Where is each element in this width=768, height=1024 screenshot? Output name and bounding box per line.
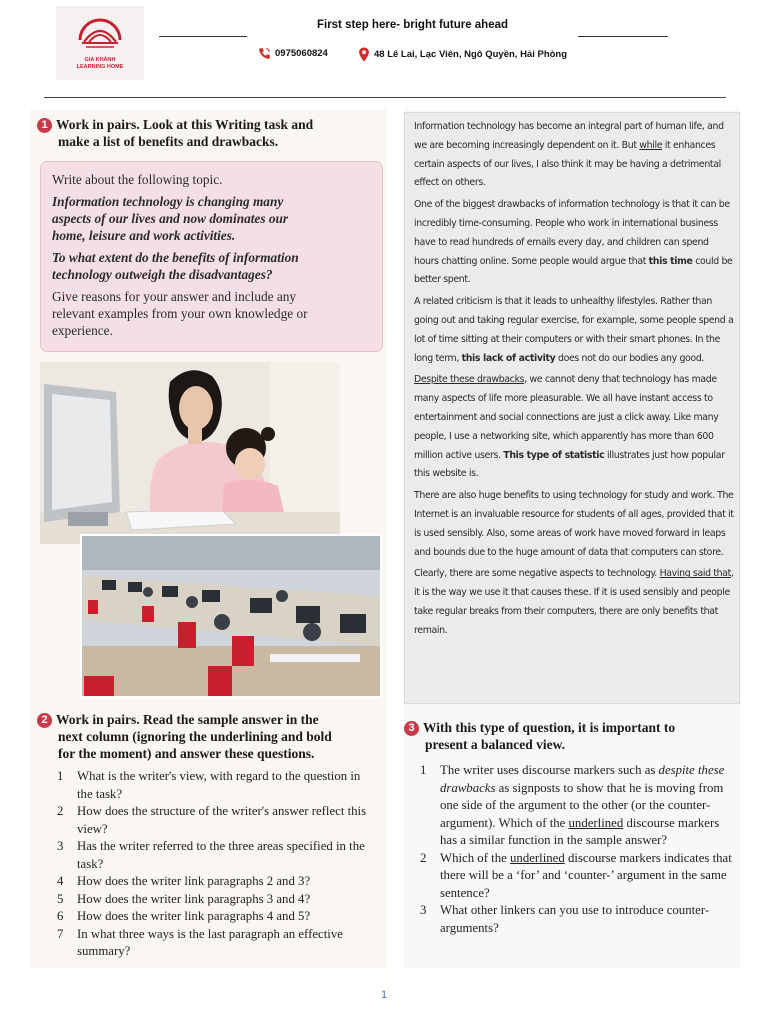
list-item: 2 Which of the underlined discourse markers indicates that there will be a ‘for’ and ‘counter-’ argument in the same sentence? [420,850,732,900]
sample-paragraph-2: One of the biggest drawbacks of information technology is that it can be incredibly time-consuming. People who work in international business have to read hundreds of emails every day, and children can spend hours chatting online. Some people would argue that this time could be better spent. [414,199,733,286]
contact-address [358,47,567,62]
list-item: 3 What other linkers can you use to introduce counter-arguments? [420,903,710,935]
task3-list [420,762,738,937]
logo-line1: GIA KHÁNH [84,57,116,63]
list-item: 5 How does the writer link paragraphs 3 and 4? [57,891,311,906]
task1-heading: 1 Work in pairs. Look at this Writing task and make a list of benefits and drawbacks. [37,116,382,150]
page-number: 1 [380,989,388,1001]
logo [56,6,144,80]
header-rule-right [578,36,668,37]
list-item: 1 The writer uses discourse markers such as despite these drawbacks as signposts to show that he is moving from one side of the argument to the other (or the counter-argument). Which of the underlined discourse markers has a similar function in the sample answer? [420,763,725,847]
task2-heading: 2 Work in pairs. Read the sample answer in the next column (ignoring the underlining and bold for the moment) and answer these questions. [37,711,382,762]
contact-phone [258,47,328,60]
header-rule-left [159,36,247,37]
writing-task-box [40,161,383,352]
sample-paragraph-6: Clearly, there are some negative aspects to technology. Having said that, it is the way we use it that causes these. If it is used sensibly and people take regular breaks from their computers, there are only benefits that remain. [414,568,734,636]
header-title: First step here- bright future ahead [316,19,509,31]
sample-paragraph-4: Despite these drawbacks, we cannot deny that technology has made many aspects of life more pleasurable. We all have instant access to entertainment and social connections are just a click away. Like many people, I use a networking site, which apparently has more than 600 million active users. This type of statistic illustrates just how popular this website is. [414,374,725,480]
box-question: To what extent do the benefits of information technology outweigh the disadvantages? [52,250,299,282]
page-divider [44,97,726,98]
list-item: 3 Has the writer referred to the three areas specified in the task? [57,839,365,871]
sample-paragraph-5: There are also huge benefits to using technology for study and work. The Internet is an invaluable resource for students of all ages, provided that it is used sensibly. Also, some areas of work have moved forward in leaps and bounds due to the huge amount of data that computers can store. [414,490,734,558]
phone-icon [258,47,271,60]
box-instructions: Give reasons for your answer and include any relevant examples from your own knowledge or experience. [52,289,308,338]
sample-paragraph-3: A related criticism is that it leads to unhealthy lifestyles. Rather than going out and taking regular exercise, for example, some people spend a lot of time sitting at their computers or with their smart phones. In the long term, this lack of activity does not do our bodies any good. [414,296,734,364]
photo-mother-child-computer [40,362,340,544]
sample-answer-panel [404,112,740,704]
address-text: 48 Lê Lai, Lạc Viên, Ngô Quyền, Hải Phòng [374,49,568,60]
location-pin-icon [358,47,370,62]
list-item: 1 What is the writer's view, with regard to the question in the task? [57,769,361,801]
task3-heading: 3 With this type of question, it is important to present a balanced view. [404,719,740,753]
logo-line2: LEARNING HOME [76,64,124,70]
box-intro: Write about the following topic. [52,172,223,187]
list-item: 4 How does the writer link paragraphs 2 and 3? [57,874,311,888]
box-topic: Information technology is changing many aspects of our lives and now dominates our home, leisure and work activities. [52,194,289,243]
task1-number-badge: 1 [37,118,52,133]
task2-question-list [57,768,377,961]
list-item: 6 How does the writer link paragraphs 4 and 5? [57,909,311,923]
sample-answer-text [414,118,734,644]
list-item: 2 How does the structure of the writer's answer reflect this view? [57,804,367,836]
sample-paragraph-1: Information technology has become an integral part of human life, and we are becoming increasingly dependent on it. But while it enhances certain aspects of our lives, I also think it may be having a detrimental effect on others. [414,121,724,189]
logo-emblem-icon [56,6,144,56]
list-item: 7 In what three ways is the last paragraph an effective summary? [57,926,343,958]
task2-number-badge: 2 [37,713,52,728]
task3-number-badge: 3 [404,721,419,736]
phone-text: 0975060824 [275,48,328,59]
photo-office-workers [80,534,382,698]
